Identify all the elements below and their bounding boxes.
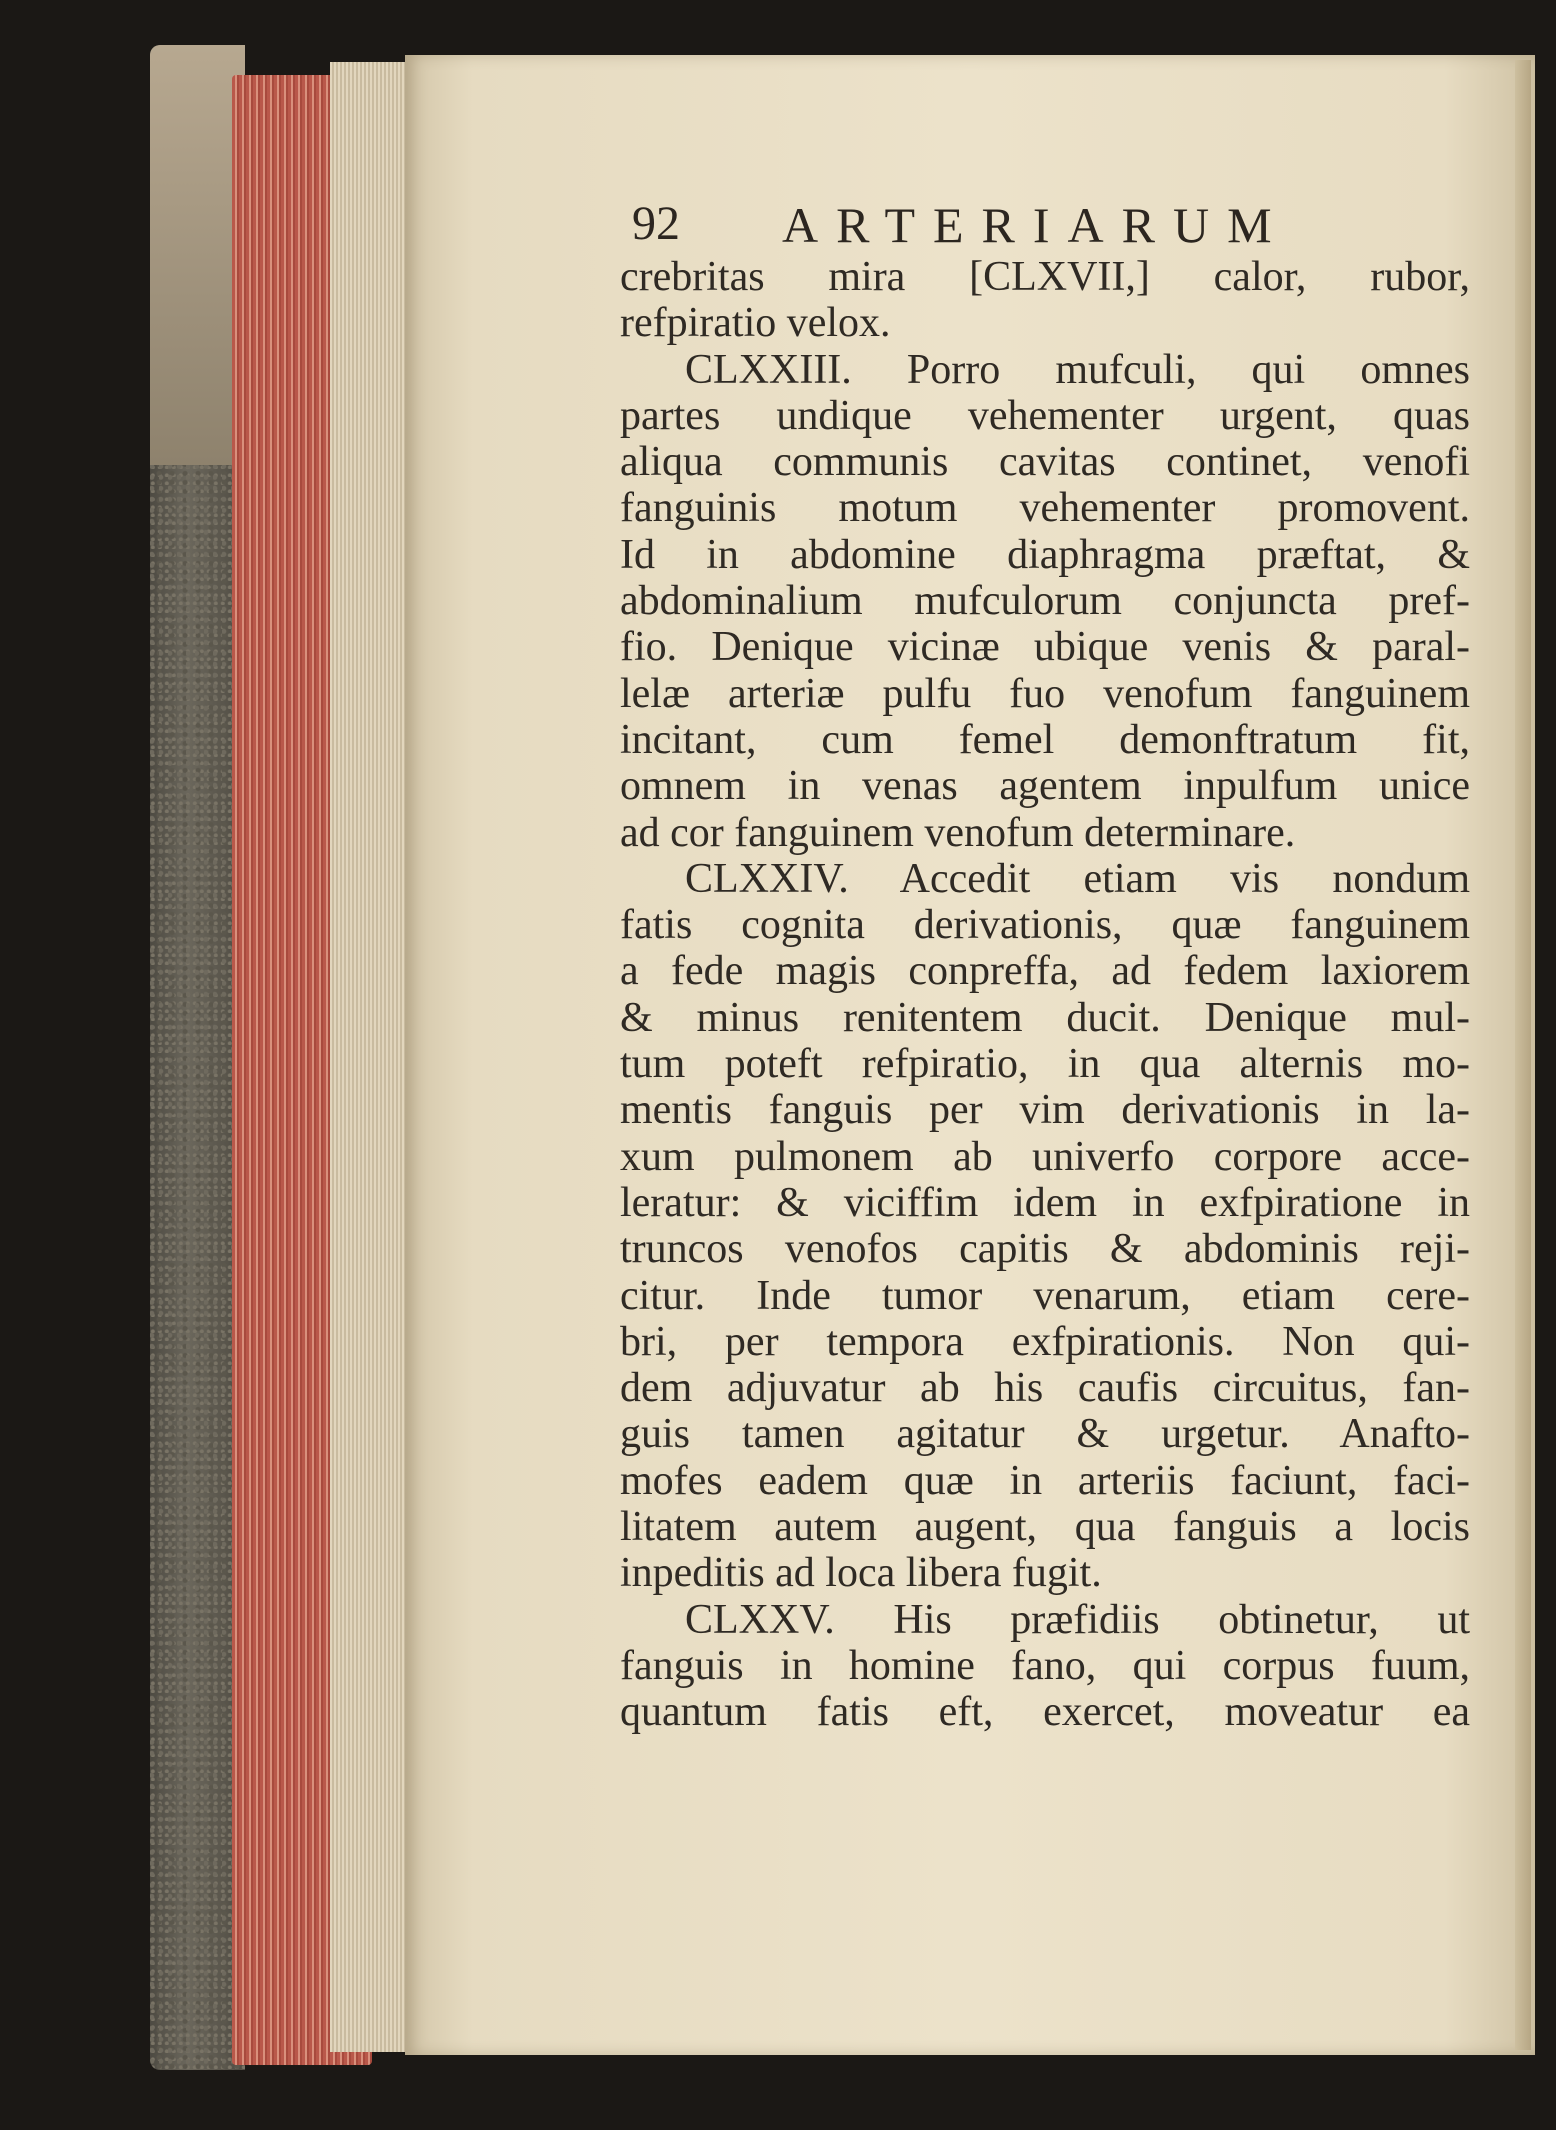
text-line: xum pulmonem ab univerfo corpore acce- [620,1133,1470,1180]
text-line: truncos venofos capitis & abdominis reji- [620,1226,1470,1273]
text-line: lelæ arteriæ pulfu fuo venofum fanguinem [620,670,1470,717]
text-line: fio. Denique vicinæ ubique venis & paral- [620,624,1470,671]
text-line: mofes eadem quæ in arteriis faciunt, faci- [620,1457,1470,1504]
text-line: CLXXIV. Accedit etiam vis nondum [685,855,1470,902]
text-line: abdominalium mufculorum conjuncta pref- [620,578,1470,625]
text-line: fanguis in homine fano, qui corpus fuum, [620,1642,1470,1689]
text-line: leratur: & viciffim idem in exfpiratione in [620,1179,1470,1226]
text-line: guis tamen agitatur & urgetur. Anafto- [620,1411,1470,1458]
text-line: bri, per tempora exfpirationis. Non qui- [620,1318,1470,1365]
text-line: partes undique vehementer urgent, quas [620,392,1470,439]
text-line: litatem autem augent, qua fanguis a locis [620,1504,1470,1551]
book-cover-worn-corner [150,45,245,465]
text-line: Id in abdomine diaphragma præftat, & [620,531,1470,578]
text-line: ad cor fanguinem venofum determinare. [620,809,1296,856]
text-line: CLXXIII. Porro mufculi, qui omnes [685,346,1470,393]
text-line: dem adjuvatur ab his caufis circuitus, fan- [620,1365,1470,1412]
text-line: fatis cognita derivationis, quæ fanguinem [620,902,1470,949]
text-line: a fede magis conpreffa, ad fedem laxiorem [620,948,1470,995]
text-line: incitant, cum femel demonftratum fit, [620,716,1470,763]
text-line: fanguinis motum vehementer promovent. [620,485,1470,532]
text-line: & minus renitentem ducit. Denique mul- [620,994,1470,1041]
text-line: inpeditis ad loca libera fugit. [620,1550,1102,1597]
text-line: refpiratio velox. [620,300,891,347]
text-line: mentis fanguis per vim derivationis in la- [620,1087,1470,1134]
body-text [620,254,1470,1736]
text-line: CLXXV. His præfidiis obtinetur, ut [685,1596,1470,1643]
page-fold-shadow [1515,60,1531,2050]
text-line: tum poteft refpiratio, in qua alternis mo- [620,1041,1470,1088]
page-edges-inner [330,62,410,2052]
page-header [632,196,1372,256]
page-number: 92 [632,197,680,250]
text-line: quantum fatis eft, exercet, moveatur ea [620,1689,1470,1736]
text-line: omnem in venas agentem inpulfum unice [620,763,1470,810]
text-line: aliqua communis cavitas continet, venofi [620,439,1470,486]
text-line: crebritas mira [CLXVII,] calor, rubor, [620,254,1470,300]
running-head: ARTERIARUM [782,197,1290,253]
text-line: citur. Inde tumor venarum, etiam cere- [620,1272,1470,1319]
